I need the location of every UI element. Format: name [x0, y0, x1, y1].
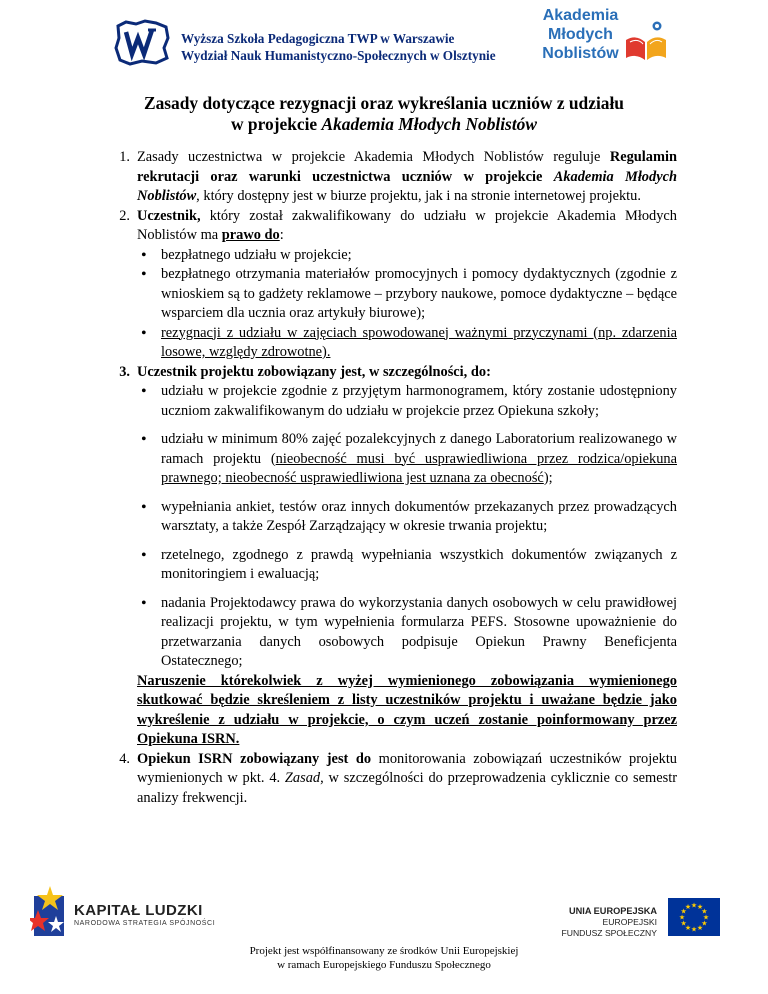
eu-star-icon: ★ — [696, 903, 704, 912]
kapital-ludzki-subtitle: NARODOWA STRATEGIA SPÓJNOŚCI — [74, 920, 216, 927]
list-item: • bezpłatnego udziału w projekcie; — [137, 246, 677, 266]
open-book-icon — [624, 20, 668, 62]
school-name-line2: Wydział Nauk Humanistyczno-Społecznych w Olsztynie — [181, 48, 496, 63]
rule-text-italic: Zasad — [284, 770, 321, 786]
list-item: • rzetelnego, zgodnego z prawdą wypełniania wszystkich dokumentów związanych z monitoringiem i ewaluacją; — [137, 546, 677, 585]
eu-star-icon: ★ — [701, 919, 708, 928]
eu-star-icon: ★ — [690, 901, 698, 910]
eu-star-icon: ★ — [680, 907, 687, 916]
violation-notice: Naruszenie którekolwiek z wyżej wymienionego zobowiązania wymienionego skutkować będzie skreśleniem z listy uczestników projektu i uważane będzie jako wykreślenie z udziału w projekcie, o czym uczeń zostanie poinformowany przez Opiekuna ISRN. — [137, 672, 677, 747]
title-line1: Zasady dotyczące rezygnacji oraz wykreślania uczniów z udziału — [144, 93, 624, 113]
list-item: • rezygnacji z udziału w zajęciach spowodowanej ważnymi przyczynami (np. zdarzenia losowe, względy zdrowotne). — [137, 324, 677, 363]
eu-star-icon: ★ — [684, 903, 692, 912]
list-item: • udziału w projekcie zgodnie z przyjętym harmonogramem, który zostanie udostępniony uczniom zakwalifikowanym do udziału w projekcie przez Opiekuna szkoły; — [137, 382, 677, 421]
rule-text: monitorowania zobowiązań uczestników projektu wymienionych w pkt. 4. — [137, 750, 678, 786]
eu-title: UNIA EUROPEJSKA — [569, 906, 657, 916]
kapital-ludzki-title: KAPITAŁ LUDZKI — [74, 902, 203, 919]
eu-star-icon: ★ — [701, 907, 708, 916]
list-item: • bezpłatnego otrzymania materiałów promocyjnych i pomocy dydaktycznych (zgodnie z wnioskiem są to gadżety reklamowe – przybory naukowe, pomoce dydaktyczne – będące wsparciem dla ucznia oraz artykuły biurowe); — [137, 265, 677, 324]
document-title — [80, 93, 688, 135]
kapital-ludzki-logo — [74, 902, 215, 929]
rule-text-end: , który dostępny jest w biurze projektu, jak i na stronie internetowej projektu. — [196, 188, 641, 204]
eu-star-icon: ★ — [690, 925, 698, 934]
rule-text-bold: Regulamin rekrutacji oraz warunki uczestnictwa uczniów w projekcie — [137, 149, 677, 185]
rule-heading: Uczestnik projektu zobowiązany jest, w szczególności, do: — [137, 363, 491, 380]
title-line2 — [80, 114, 688, 135]
rule-text: Zasady uczestnictwa w projekcie Akademia Młodych Noblistów reguluje — [137, 149, 610, 165]
list-item: • nadania Projektodawcy prawa do wykorzystania danych osobowych w celu prawidłowej realizacji projektu, w tym wypełnienia formularza PEFS. Stosowne upoważnienie do przetwarzania danych osobowych podpisuje Opiekun Prawny Beneficjenta Ostatecznego; — [137, 594, 677, 672]
footer-note-line2: w ramach Europejskiego Funduszu Społecznego — [277, 959, 491, 971]
kapital-ludzki-logo-icon — [30, 886, 70, 938]
list-item-underlined: nieobecność musi być usprawiedliwiona przez rodzica/opiekuna prawnego; nieobecność usprawiedliwiona jest uznana za obecność — [161, 450, 677, 486]
project-logo — [538, 6, 668, 72]
rule-text-bold: Opiekun ISRN zobowiązany jest do — [137, 750, 372, 767]
eu-star-icon: ★ — [696, 923, 704, 932]
rule-number: 1. — [119, 149, 130, 165]
project-logo-text — [538, 6, 623, 63]
rule-text-bold: Uczestnik, — [137, 207, 201, 224]
project-logo-word3: Noblistów — [542, 45, 619, 62]
eu-line2: EUROPEJSKI — [602, 917, 657, 927]
eu-star-icon: ★ — [678, 913, 686, 922]
rule-text-end: : — [279, 227, 284, 243]
rule-number: 2. — [119, 207, 130, 224]
project-logo-word2: Młodych — [548, 26, 613, 43]
rule-item-1 — [108, 148, 677, 207]
school-name-line1: Wyższa Szkoła Pedagogiczna TWP w Warszawie — [181, 31, 455, 46]
eu-logo-text — [540, 906, 657, 939]
eu-star-icon: ★ — [702, 913, 710, 922]
rule-text-end: , w szczególności do przeprowadzenia cyklicznie co semestr analizy frekwencji. — [137, 770, 677, 806]
eu-line3: FUNDUSZ SPOŁECZNY — [561, 928, 657, 938]
list-item — [137, 430, 677, 489]
rule-text-bold-italic: Akademia Młodych Noblistów — [137, 168, 677, 204]
eu-star-icon: ★ — [680, 919, 687, 928]
rule-item-3 — [108, 363, 677, 750]
school-name — [181, 30, 496, 64]
rule-text-bold-underline: prawo do — [221, 227, 280, 243]
rules-list — [108, 148, 677, 808]
list-item-text: udziału w minimum 80% zajęć pozalekcyjnych z danego Laboratorium realizowanego w ramach projektu ( — [161, 431, 677, 467]
rule-text: który został zakwalifikowany do udziału w projekcie Akademia Młodych Noblistów ma — [137, 207, 677, 243]
school-logo — [112, 18, 170, 66]
eu-star-icon: ★ — [684, 923, 692, 932]
footer-note — [200, 944, 568, 972]
rule-item-4 — [108, 750, 677, 809]
list-item-text-end: ); — [543, 470, 553, 486]
list-item: • wypełniania ankiet, testów oraz innych dokumentów przekazanych przez prowadzących warsztaty, a także Zespół Zarządzający w okresie trwania projektu; — [137, 498, 677, 537]
rule-number: 3. — [119, 363, 130, 380]
eu-flag-icon — [668, 898, 720, 936]
title-line2-prefix: w projekcie — [231, 114, 322, 134]
rule-number: 4. — [119, 750, 130, 767]
footer-note-line1: Projekt jest współfinansowany ze środków Unii Europejskiej — [249, 945, 519, 957]
title-project-name: Akademia Młodych Noblistów — [321, 114, 537, 134]
project-logo-word1: Akademia — [542, 7, 619, 24]
rule-item-2 — [108, 207, 677, 363]
